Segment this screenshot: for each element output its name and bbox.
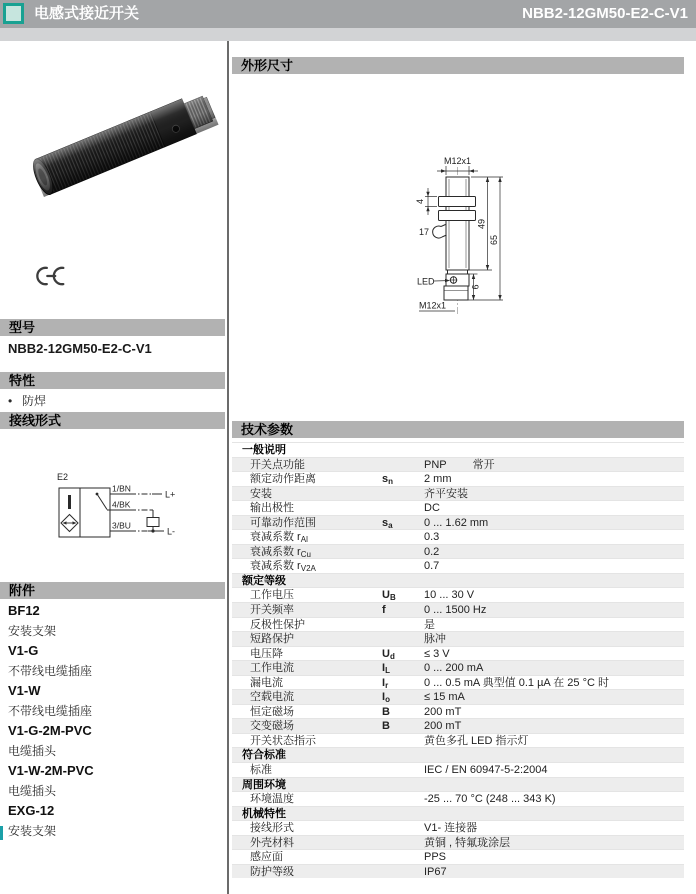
table-row <box>232 849 684 864</box>
wiring-label-e2: E2 <box>57 472 69 482</box>
param-value: 黄色多孔 LED 指示灯 <box>424 734 529 747</box>
param-label: 交变磁场 <box>250 720 294 733</box>
param-symbol: B <box>382 705 390 718</box>
param-value: 0 ... 0.5 mA 典型值 0.1 µA 在 25 °C 时 <box>424 676 609 689</box>
table-row <box>232 646 684 661</box>
table-row <box>232 835 684 850</box>
param-value: 0.2 <box>424 545 440 558</box>
table-row <box>232 544 684 559</box>
wire-label-bk: 4/BK <box>112 499 131 510</box>
param-symbol <box>382 632 424 646</box>
header-model-number: NBB2-12GM50-E2-C-V1 <box>522 5 688 22</box>
page-title: 电感式接近开关 <box>34 5 140 22</box>
accessory-description: 安装支架 <box>8 824 57 838</box>
param-label: 开关状态指示 <box>250 734 316 747</box>
tech-table <box>232 442 684 878</box>
param-symbol: IL <box>382 662 390 675</box>
param-label: 接线形式 <box>250 822 294 835</box>
wire-label-bn: 1/BN <box>112 483 131 494</box>
product-photo <box>12 52 218 208</box>
table-row <box>232 820 684 835</box>
param-label: 漏电流 <box>250 676 283 689</box>
param-label: 空载电流 <box>250 691 294 704</box>
table-row <box>232 675 684 690</box>
param-label: 开关频率 <box>250 604 294 617</box>
param-value: 10 ... 30 V <box>424 589 475 602</box>
table-section-header: 额定等级 <box>232 573 684 588</box>
param-label: 电压降 <box>250 647 283 660</box>
accessory-model: EXG-12 <box>8 803 55 818</box>
param-value: 0 ... 200 mA <box>424 662 484 675</box>
accessory-model: V1-W <box>8 683 41 698</box>
param-symbol <box>382 458 424 472</box>
param-label: 工作电压 <box>250 589 294 602</box>
param-value: 2 mm <box>424 473 452 486</box>
section-model: 型号 <box>0 319 225 336</box>
table-section-header: 机械特性 <box>232 806 684 821</box>
table-section-header: 一般说明 <box>232 442 684 457</box>
param-symbol: Ud <box>382 647 395 661</box>
param-value: 0 ... 1500 Hz <box>424 604 487 617</box>
feature-item: • 防焊 <box>8 394 47 408</box>
table-row <box>232 587 684 602</box>
table-row <box>232 457 684 472</box>
section-tech-data: 技术参数 <box>232 421 684 438</box>
param-symbol <box>382 545 424 559</box>
param-label: 环境温度 <box>250 793 294 806</box>
ce-mark <box>32 264 66 288</box>
table-row <box>232 718 684 733</box>
param-label: 额定动作距离 <box>250 473 316 486</box>
header-bar <box>0 0 696 28</box>
brand-square-icon <box>3 3 24 24</box>
accessory-model: V1-G-2M-PVC <box>8 723 92 738</box>
section-features: 特性 <box>0 372 225 389</box>
param-value: 200 mT <box>424 705 462 718</box>
dim-label-wrench: 17 <box>418 227 430 237</box>
section-connection: 接线形式 <box>0 412 225 429</box>
param-symbol: Ir <box>382 676 389 690</box>
param-value: V1- 连接器 <box>424 822 478 835</box>
accessories-list <box>8 601 218 841</box>
param-symbol <box>382 618 424 632</box>
param-symbol: Io <box>382 691 390 704</box>
dim-label-thread-bottom: M12x1 <box>419 300 447 311</box>
dimension-drawing <box>380 148 565 320</box>
param-value: 黄铜 , 特氟珑涂层 <box>424 836 511 849</box>
param-symbol: f <box>382 604 386 617</box>
param-label: 输出极性 <box>250 502 294 515</box>
table-row <box>232 515 684 530</box>
accessory-description: 电缆插头 <box>8 784 57 798</box>
param-symbol <box>382 530 424 544</box>
param-label: 短路保护 <box>250 633 294 646</box>
table-row <box>232 864 684 879</box>
param-label: 开关点功能 <box>250 458 305 471</box>
param-symbol: B <box>382 720 390 733</box>
param-label: 可靠动作范围 <box>250 516 316 529</box>
param-value: DC <box>424 502 440 515</box>
accessory-description: 不带线电缆插座 <box>8 704 93 718</box>
table-row <box>232 631 684 646</box>
table-row <box>232 471 684 486</box>
table-row <box>232 617 684 632</box>
param-label: 衰减系数 rAl <box>250 531 308 544</box>
param-symbol: sa <box>382 516 393 530</box>
param-symbol <box>382 836 424 850</box>
param-symbol <box>382 487 424 501</box>
dim-label-nut: 4 <box>415 198 425 205</box>
param-symbol <box>382 763 424 777</box>
param-value: -25 ... 70 °C (248 ... 343 K) <box>424 793 556 806</box>
param-value: 200 mT <box>424 720 462 733</box>
accessory-model: V1-G <box>8 643 39 658</box>
param-value: 0 ... 1.62 mm <box>424 516 489 529</box>
param-label: 安装 <box>250 487 272 500</box>
param-symbol <box>382 792 424 806</box>
accessory-description: 电缆插头 <box>8 744 57 758</box>
param-symbol <box>382 734 424 748</box>
dim-label-led: LED <box>417 276 435 287</box>
table-row <box>232 558 684 573</box>
section-dimensions: 外形尺寸 <box>232 57 684 74</box>
param-value: IP67 <box>424 865 447 878</box>
accessory-description: 不带线电缆插座 <box>8 664 93 678</box>
param-value: IEC / EN 60947-5-2:2004 <box>424 764 548 777</box>
table-row <box>232 762 684 777</box>
param-symbol: sn <box>382 473 394 486</box>
table-row <box>232 733 684 748</box>
section-accessories: 附件 <box>0 582 225 599</box>
accessory-model: BF12 <box>8 603 40 618</box>
param-symbol <box>382 821 424 835</box>
param-label: 恒定磁场 <box>250 705 294 718</box>
param-label: 感应面 <box>250 851 283 864</box>
wire-label-bu: 3/BU <box>112 520 131 531</box>
bullet-icon: • <box>8 394 13 408</box>
table-row <box>232 486 684 501</box>
terminal-label-lplus: L+ <box>165 489 176 500</box>
table-row <box>232 660 684 675</box>
table-row <box>232 529 684 544</box>
param-label: 标准 <box>250 764 272 777</box>
table-section-header: 符合标准 <box>232 747 684 762</box>
header-substrip <box>0 28 696 41</box>
param-label: 衰减系数 rCu <box>250 545 311 559</box>
param-symbol <box>382 865 424 879</box>
param-value: ≤ 3 V <box>424 647 450 660</box>
param-value: PPS <box>424 851 447 864</box>
param-value: ≤ 15 mA <box>424 691 465 704</box>
param-value: 0.3 <box>424 531 440 544</box>
param-value: 脉冲 <box>424 633 446 646</box>
dim-label-49: 49 <box>476 218 487 230</box>
param-symbol: UB <box>382 589 396 603</box>
page-edge-marker <box>0 826 3 840</box>
accessory-description: 安装支架 <box>8 624 57 638</box>
param-label: 衰减系数 rV2A <box>250 560 316 573</box>
param-label: 反极性保护 <box>250 618 305 631</box>
param-label: 外壳材料 <box>250 836 294 849</box>
param-value: PNP 常开 <box>424 458 495 471</box>
dim-label-thread-top: M12x1 <box>443 156 472 166</box>
table-row <box>232 602 684 617</box>
accessory-model: V1-W-2M-PVC <box>8 763 94 778</box>
terminal-label-lminus: L- <box>167 526 176 537</box>
dim-label-6: 6 <box>470 284 481 290</box>
table-row <box>232 791 684 806</box>
table-row <box>232 704 684 719</box>
param-symbol <box>382 850 424 864</box>
table-row <box>232 500 684 515</box>
param-value: 齐平安装 <box>424 487 468 500</box>
param-symbol <box>382 501 424 515</box>
dim-label-65: 65 <box>489 234 499 246</box>
param-value: 0.7 <box>424 560 440 573</box>
param-symbol <box>382 559 424 573</box>
param-value: 是 <box>424 618 435 631</box>
param-label: 工作电流 <box>250 662 294 675</box>
table-section-header: 周围环境 <box>232 777 684 792</box>
param-label: 防护等级 <box>250 865 294 878</box>
wiring-diagram <box>0 455 232 555</box>
table-row <box>232 689 684 704</box>
model-number: NBB2-12GM50-E2-C-V1 <box>8 341 152 356</box>
